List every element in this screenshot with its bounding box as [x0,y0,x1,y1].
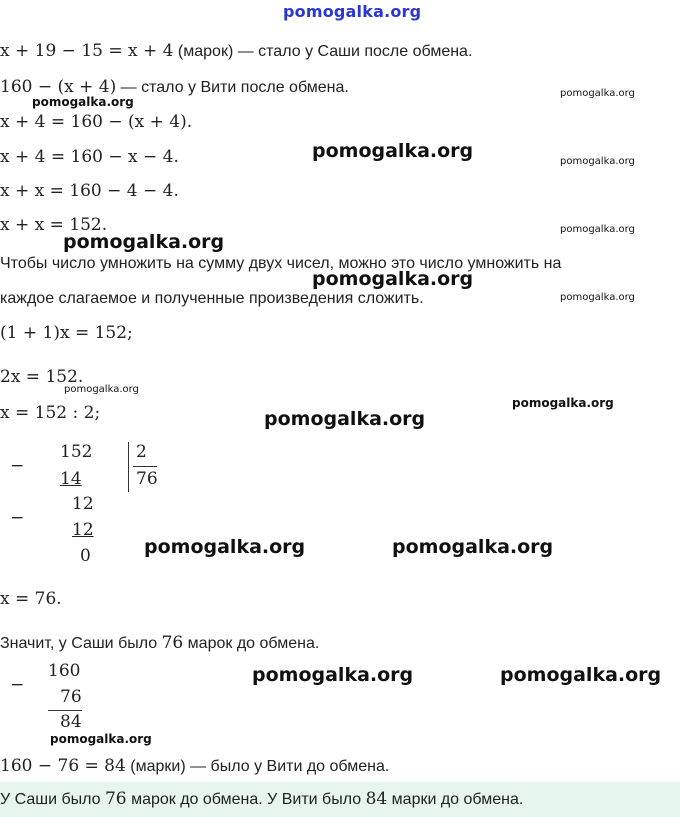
watermark: pomogalka.org [32,95,134,109]
watermark: pomogalka.org [500,664,662,686]
equation-line-10: x = 76. [0,589,62,609]
subtraction-subtrahend: 76 [60,687,82,707]
watermark: pomogalka.org [560,224,635,235]
division-remainder-1: 12 [72,494,94,514]
answer-number-sasha: 76 [104,789,127,809]
conclusion-prefix: Значит, у Саши было [0,635,162,652]
watermark: pomogalka.org [560,88,635,99]
watermark: pomogalka.org [64,384,139,395]
answer-number-vitya: 84 [365,789,388,809]
equation-math: 160 − 76 = 84 [0,756,126,776]
rule-text-line-2: каждое слагаемое и полученные произведения сложить. [0,290,424,307]
answer-box [0,782,680,817]
equation-math: 160 − (x + 4) [0,77,117,97]
subtraction-result: 84 [60,712,82,732]
watermark: pomogalka.org [560,156,635,167]
equation-line-5: x + x = 160 − 4 − 4. [0,181,179,201]
watermark-top: pomogalka.org [283,2,422,21]
subtraction-minus-sign: − [10,675,25,695]
division-vertical-line [128,442,129,492]
subtraction-line [48,710,82,711]
division-dividend: 152 [60,442,93,462]
division-minus-sign: − [10,456,25,476]
conclusion-number: 76 [161,633,184,653]
watermark: pomogalka.org [264,408,426,430]
equation-line-8: 2x = 152. [0,367,84,387]
answer-part: У Саши было [0,791,105,808]
equation-text: (марки) — было у Вити до обмена. [125,758,390,775]
watermark: pomogalka.org [312,268,474,290]
equation-line-3: x + 4 = 160 − (x + 4). [0,112,193,132]
division-divisor: 2 [136,442,147,462]
answer-part: марок до обмена. У Вити было [126,791,366,808]
division-subtrahend-2: 12 [72,520,94,540]
watermark: pomogalka.org [50,732,152,746]
division-horizontal-line [133,466,157,467]
watermark: pomogalka.org [63,231,225,253]
watermark: pomogalka.org [392,536,554,558]
division-minus-sign: − [10,508,25,528]
division-remainder-final: 0 [80,546,91,566]
watermark: pomogalka.org [512,396,614,410]
equation-text: — стало у Вити после обмена. [116,79,349,96]
watermark: pomogalka.org [560,292,635,303]
watermark: pomogalka.org [312,140,474,162]
equation-math: x + 19 − 15 = x + 4 [0,41,174,61]
equation-line-7: (1 + 1)x = 152; [0,323,133,343]
answer-part: марки до обмена. [387,791,524,808]
equation-text: (марок) — стало у Саши после обмена. [173,43,473,60]
watermark: pomogalka.org [252,664,414,686]
answer-text [0,789,523,809]
equation-vitya-before [0,755,389,778]
division-subtrahend-1: 14 [60,469,82,489]
equation-sasha-after [0,40,472,63]
subtraction-minuend: 160 [48,661,81,681]
equation-line-6: x + x = 152. [0,215,108,235]
conclusion-sasha [0,632,319,655]
conclusion-suffix: марок до обмена. [183,635,320,652]
rule-text-line-1: Чтобы число умножить на сумму двух чисел, можно это число умножить на [0,255,562,272]
equation-line-9: x = 152 : 2; [0,403,101,423]
division-quotient: 76 [136,469,158,489]
equation-line-4: x + 4 = 160 − x − 4. [0,147,179,167]
watermark: pomogalka.org [144,536,306,558]
